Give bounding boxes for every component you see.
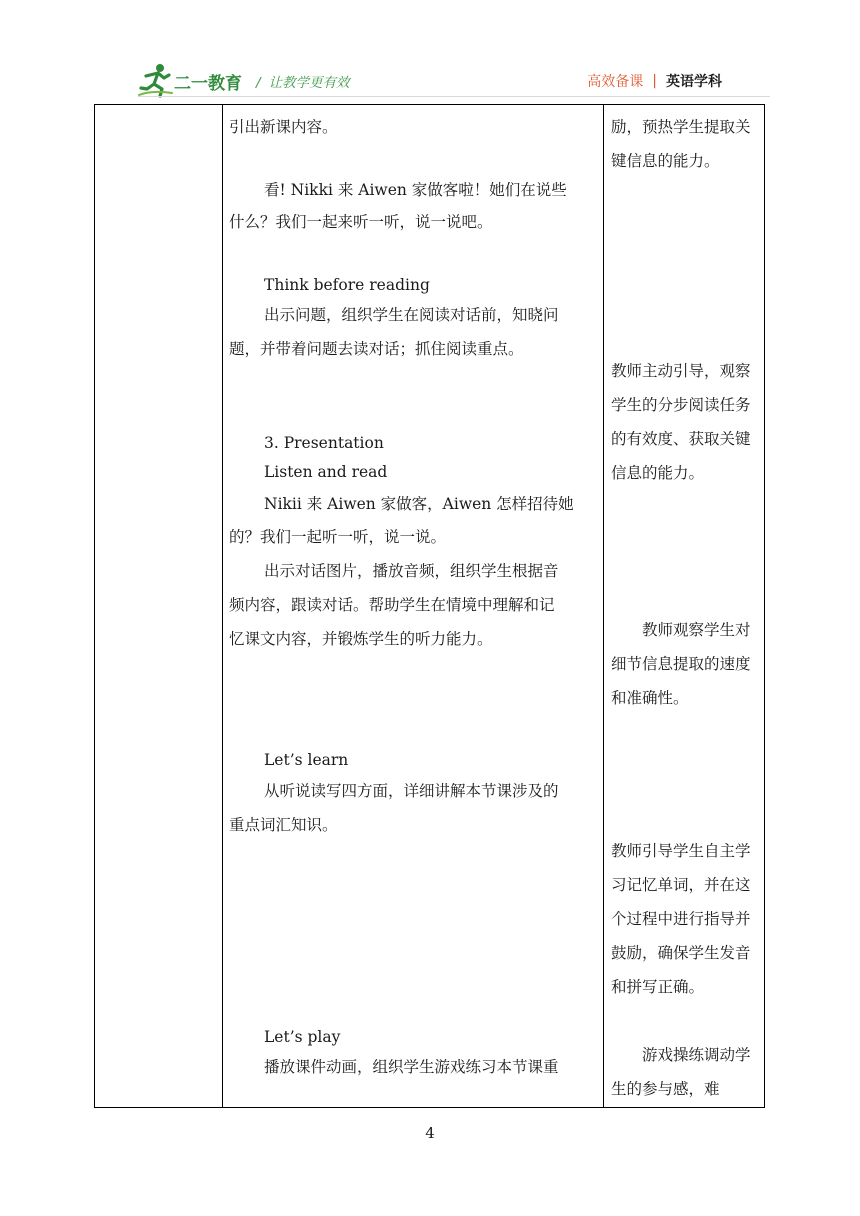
paragraph-line: 看! Nikki 来 Aiwen 家做客啦！她们在说些 <box>264 181 567 199</box>
section-heading: Let’s learn <box>264 751 349 769</box>
logo-text: 二一教育 <box>174 74 242 94</box>
paragraph-line: 出示问题，组织学生在阅读对话前，知晓问 <box>264 306 559 324</box>
paragraph-line: 的？我们一起听一听，说一说。 <box>229 528 447 546</box>
intent-note: 教师引导学生自主学习记忆单词，并在这个过程中进行指导并鼓励，确保学生发音和拼写正确。 <box>611 842 751 996</box>
section-heading: Think before reading <box>264 276 430 294</box>
section-heading: Let’s play <box>264 1028 341 1046</box>
paragraph-line: 忆课文内容，并锻炼学生的听力能力。 <box>229 630 493 648</box>
slogan-text: 让教学更有效 <box>268 75 350 91</box>
section-heading: 3. Presentation <box>264 434 384 452</box>
paragraph-line: 什么？我们一起来听一听，说一说吧。 <box>229 213 493 231</box>
logo <box>138 62 256 98</box>
paragraph-line: 频内容，跟读对话。帮助学生在情境中理解和记 <box>229 596 555 614</box>
lesson-table <box>94 104 765 1108</box>
intent-note: 教师主动引导，观察学生的分步阅读任务的有效度、获取关键信息的能力。 <box>611 362 751 482</box>
intent-note: 励，预热学生提取关键信息的能力。 <box>611 118 751 170</box>
intent-note: 教师观察学生对细节信息提取的速度和准确性。 <box>611 621 751 707</box>
header-separator: | <box>652 73 657 89</box>
page-header <box>0 0 860 104</box>
intent-note: 游戏操练调动学生的参与感，难 <box>611 1046 751 1098</box>
section-heading: Listen and read <box>264 463 388 481</box>
paragraph-line: 从听说读写四方面，详细讲解本节课涉及的 <box>264 782 559 800</box>
paragraph-line: 引出新课内容。 <box>229 118 338 136</box>
paragraph-line: 题，并带着问题去读对话；抓住阅读重点。 <box>229 340 524 358</box>
paragraph-line: Nikii 来 Aiwen 家做客，Aiwen 怎样招待她 <box>264 495 574 513</box>
column-divider <box>222 105 223 1107</box>
paragraph-line: 播放课件动画，组织学生游戏练习本节课重 <box>264 1058 559 1076</box>
header-label: 高效备课 <box>587 74 644 90</box>
runner-logo-icon <box>138 62 174 98</box>
header-subject: 英语学科 <box>666 74 722 90</box>
slogan-slash: / <box>256 75 261 91</box>
paragraph-line: 重点词汇知识。 <box>229 816 338 834</box>
page-number: 4 <box>425 1124 435 1142</box>
header-right <box>587 71 722 91</box>
header-rule <box>138 96 770 97</box>
column-divider <box>603 105 604 1107</box>
slogan <box>256 71 350 91</box>
paragraph-line: 出示对话图片，播放音频，组织学生根据音 <box>264 562 559 580</box>
